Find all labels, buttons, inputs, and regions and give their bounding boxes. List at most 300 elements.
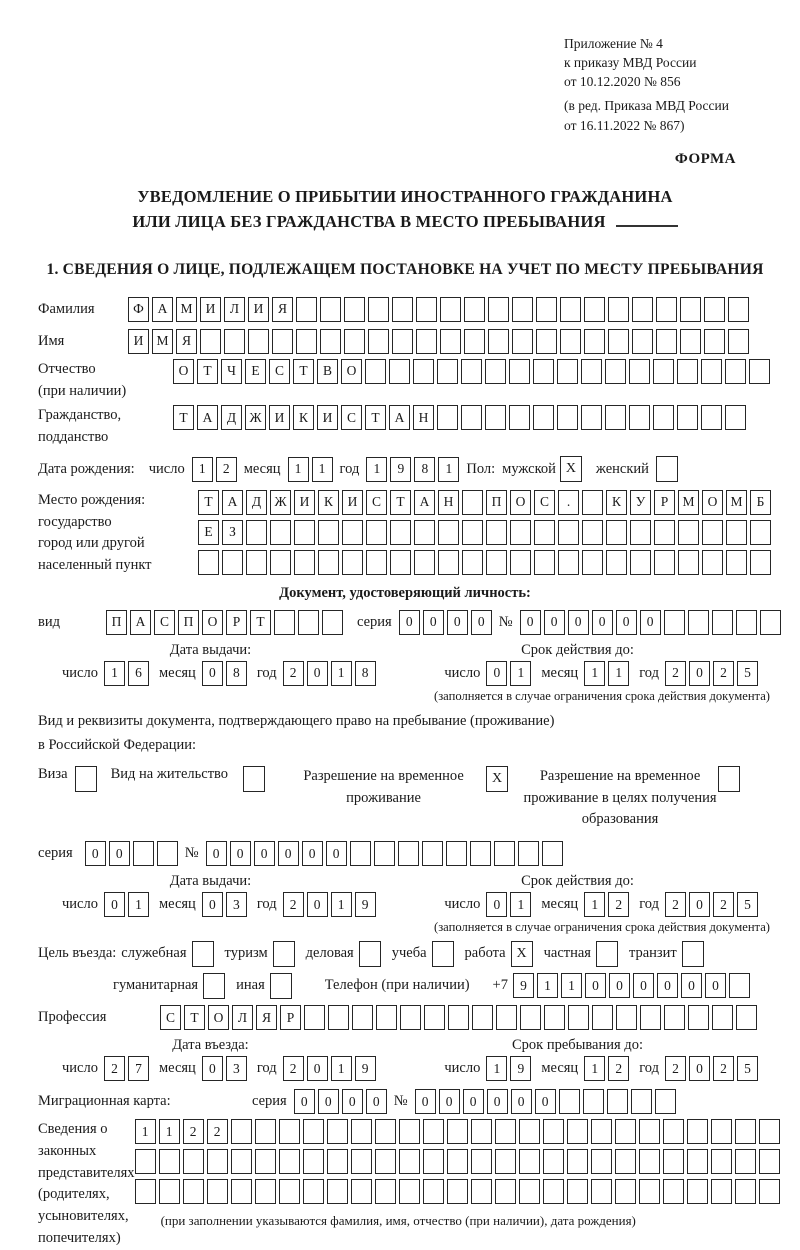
char-box[interactable] (605, 405, 626, 430)
char-box[interactable] (704, 297, 725, 322)
char-box[interactable] (702, 520, 723, 545)
char-box[interactable] (534, 550, 555, 575)
char-box[interactable] (296, 329, 317, 354)
char-box[interactable] (368, 297, 389, 322)
char-box[interactable] (759, 1179, 780, 1204)
char-box[interactable] (351, 1119, 372, 1144)
char-box[interactable]: 2 (283, 1056, 304, 1081)
char-box[interactable] (736, 610, 757, 635)
char-box[interactable] (440, 297, 461, 322)
char-box[interactable] (424, 1005, 445, 1030)
char-box[interactable]: В (317, 359, 338, 384)
char-box[interactable] (303, 1149, 324, 1174)
char-box[interactable] (159, 1149, 180, 1174)
char-box[interactable] (350, 841, 371, 866)
char-box[interactable]: А (152, 297, 173, 322)
char-box[interactable]: И (342, 490, 363, 515)
char-box[interactable]: 2 (713, 892, 734, 917)
char-box[interactable]: 1 (537, 973, 558, 998)
char-box[interactable]: А (389, 405, 410, 430)
char-box[interactable]: Р (654, 490, 675, 515)
char-box[interactable]: Н (413, 405, 434, 430)
char-box[interactable] (726, 550, 747, 575)
char-box[interactable]: 0 (633, 973, 654, 998)
char-box[interactable] (728, 297, 749, 322)
char-box[interactable] (557, 405, 578, 430)
char-box[interactable] (615, 1149, 636, 1174)
char-box[interactable]: 0 (689, 1056, 710, 1081)
char-box[interactable] (654, 520, 675, 545)
char-box[interactable] (608, 329, 629, 354)
char-box[interactable]: 0 (230, 841, 251, 866)
residence-permit-checkbox[interactable] (243, 766, 265, 792)
char-box[interactable] (543, 1149, 564, 1174)
char-box[interactable]: 1 (135, 1119, 156, 1144)
char-box[interactable] (485, 405, 506, 430)
char-box[interactable]: А (197, 405, 218, 430)
char-box[interactable] (509, 405, 530, 430)
char-box[interactable] (279, 1149, 300, 1174)
char-box[interactable]: М (176, 297, 197, 322)
char-box[interactable]: 0 (104, 892, 125, 917)
temp-residence-checkbox[interactable]: X (486, 766, 508, 792)
char-box[interactable]: 5 (737, 1056, 758, 1081)
char-box[interactable]: И (200, 297, 221, 322)
char-box[interactable] (270, 520, 291, 545)
char-box[interactable] (725, 405, 746, 430)
char-box[interactable]: Т (197, 359, 218, 384)
char-box[interactable]: 1 (438, 457, 459, 482)
char-box[interactable] (374, 841, 395, 866)
char-box[interactable] (327, 1179, 348, 1204)
char-box[interactable] (510, 520, 531, 545)
char-box[interactable] (448, 1005, 469, 1030)
char-box[interactable] (437, 359, 458, 384)
char-box[interactable] (327, 1119, 348, 1144)
char-box[interactable] (200, 329, 221, 354)
char-box[interactable]: 1 (510, 892, 531, 917)
char-box[interactable]: 0 (326, 841, 347, 866)
char-box[interactable] (320, 329, 341, 354)
char-box[interactable] (342, 550, 363, 575)
char-box[interactable] (581, 405, 602, 430)
char-box[interactable]: 2 (207, 1119, 228, 1144)
char-box[interactable]: Т (390, 490, 411, 515)
char-box[interactable] (567, 1179, 588, 1204)
char-box[interactable] (416, 297, 437, 322)
char-box[interactable] (486, 550, 507, 575)
char-box[interactable] (582, 550, 603, 575)
char-box[interactable]: 0 (307, 661, 328, 686)
char-box[interactable]: 0 (616, 610, 637, 635)
char-box[interactable] (735, 1179, 756, 1204)
char-box[interactable]: Б (750, 490, 771, 515)
char-box[interactable]: М (152, 329, 173, 354)
char-box[interactable] (471, 1179, 492, 1204)
char-box[interactable]: 9 (513, 973, 534, 998)
char-box[interactable] (536, 297, 557, 322)
char-box[interactable] (495, 1179, 516, 1204)
char-box[interactable]: М (726, 490, 747, 515)
char-box[interactable] (629, 405, 650, 430)
char-box[interactable]: 1 (312, 457, 333, 482)
char-box[interactable]: 0 (294, 1089, 315, 1114)
char-box[interactable] (557, 359, 578, 384)
char-box[interactable]: 0 (640, 610, 661, 635)
char-box[interactable] (224, 329, 245, 354)
char-box[interactable] (512, 329, 533, 354)
char-box[interactable] (365, 359, 386, 384)
char-box[interactable] (639, 1119, 660, 1144)
char-box[interactable] (279, 1179, 300, 1204)
char-box[interactable]: 0 (202, 661, 223, 686)
char-box[interactable]: 0 (423, 610, 444, 635)
purpose-private-checkbox[interactable] (596, 941, 618, 967)
char-box[interactable] (470, 841, 491, 866)
char-box[interactable]: 8 (226, 661, 247, 686)
char-box[interactable] (711, 1179, 732, 1204)
char-box[interactable]: 0 (544, 610, 565, 635)
char-box[interactable]: 0 (705, 973, 726, 998)
char-box[interactable]: О (173, 359, 194, 384)
char-box[interactable]: 1 (331, 1056, 352, 1081)
char-box[interactable] (729, 973, 750, 998)
char-box[interactable]: 0 (109, 841, 130, 866)
char-box[interactable] (510, 550, 531, 575)
char-box[interactable] (351, 1179, 372, 1204)
char-box[interactable] (471, 1149, 492, 1174)
char-box[interactable] (520, 1005, 541, 1030)
char-box[interactable] (630, 550, 651, 575)
char-box[interactable] (279, 1119, 300, 1144)
char-box[interactable] (558, 550, 579, 575)
char-box[interactable] (422, 841, 443, 866)
char-box[interactable]: П (178, 610, 199, 635)
char-box[interactable]: З (222, 520, 243, 545)
purpose-business-checkbox[interactable] (359, 941, 381, 967)
purpose-official-checkbox[interactable] (192, 941, 214, 967)
char-box[interactable]: 2 (183, 1119, 204, 1144)
char-box[interactable] (543, 1179, 564, 1204)
char-box[interactable] (222, 550, 243, 575)
char-box[interactable]: 1 (486, 1056, 507, 1081)
char-box[interactable] (342, 520, 363, 545)
char-box[interactable] (736, 1005, 757, 1030)
char-box[interactable] (322, 610, 343, 635)
char-box[interactable]: Ч (221, 359, 242, 384)
char-box[interactable] (653, 359, 674, 384)
char-box[interactable] (423, 1179, 444, 1204)
char-box[interactable] (582, 490, 603, 515)
char-box[interactable] (656, 329, 677, 354)
char-box[interactable]: Ж (245, 405, 266, 430)
char-box[interactable] (375, 1179, 396, 1204)
char-box[interactable] (680, 297, 701, 322)
char-box[interactable] (327, 1149, 348, 1174)
char-box[interactable]: С (534, 490, 555, 515)
char-box[interactable]: 1 (510, 661, 531, 686)
char-box[interactable] (560, 329, 581, 354)
char-box[interactable] (584, 329, 605, 354)
char-box[interactable] (389, 359, 410, 384)
char-box[interactable] (664, 610, 685, 635)
char-box[interactable] (559, 1089, 580, 1114)
char-box[interactable] (509, 359, 530, 384)
char-box[interactable] (728, 329, 749, 354)
char-box[interactable]: 0 (535, 1089, 556, 1114)
char-box[interactable] (272, 329, 293, 354)
char-box[interactable] (447, 1149, 468, 1174)
char-box[interactable]: 1 (331, 892, 352, 917)
male-checkbox[interactable]: X (560, 456, 582, 482)
char-box[interactable] (464, 329, 485, 354)
char-box[interactable] (639, 1149, 660, 1174)
char-box[interactable] (688, 610, 709, 635)
char-box[interactable]: 2 (283, 892, 304, 917)
char-box[interactable] (488, 329, 509, 354)
char-box[interactable]: 0 (511, 1089, 532, 1114)
char-box[interactable] (533, 359, 554, 384)
char-box[interactable]: 2 (665, 1056, 686, 1081)
char-box[interactable]: О (510, 490, 531, 515)
char-box[interactable] (631, 1089, 652, 1114)
char-box[interactable] (183, 1179, 204, 1204)
char-box[interactable]: 0 (415, 1089, 436, 1114)
char-box[interactable]: 0 (399, 610, 420, 635)
char-box[interactable] (294, 550, 315, 575)
char-box[interactable]: 9 (355, 892, 376, 917)
char-box[interactable]: 0 (585, 973, 606, 998)
char-box[interactable]: 8 (355, 661, 376, 686)
char-box[interactable] (701, 405, 722, 430)
char-box[interactable] (750, 520, 771, 545)
char-box[interactable] (462, 550, 483, 575)
char-box[interactable]: И (317, 405, 338, 430)
char-box[interactable] (615, 1179, 636, 1204)
char-box[interactable]: Ф (128, 297, 149, 322)
char-box[interactable]: К (293, 405, 314, 430)
char-box[interactable] (352, 1005, 373, 1030)
char-box[interactable]: 9 (390, 457, 411, 482)
char-box[interactable]: Е (198, 520, 219, 545)
char-box[interactable] (399, 1149, 420, 1174)
char-box[interactable] (678, 550, 699, 575)
char-box[interactable] (296, 297, 317, 322)
char-box[interactable] (351, 1149, 372, 1174)
char-box[interactable] (248, 329, 269, 354)
char-box[interactable] (183, 1149, 204, 1174)
char-box[interactable] (584, 297, 605, 322)
char-box[interactable] (629, 359, 650, 384)
char-box[interactable] (725, 359, 746, 384)
char-box[interactable]: О (341, 359, 362, 384)
char-box[interactable] (368, 329, 389, 354)
char-box[interactable] (270, 550, 291, 575)
char-box[interactable] (582, 520, 603, 545)
char-box[interactable] (423, 1149, 444, 1174)
char-box[interactable]: 1 (608, 661, 629, 686)
char-box[interactable] (615, 1119, 636, 1144)
char-box[interactable]: 2 (713, 661, 734, 686)
char-box[interactable] (639, 1179, 660, 1204)
char-box[interactable]: Н (438, 490, 459, 515)
char-box[interactable] (607, 1089, 628, 1114)
char-box[interactable]: 0 (657, 973, 678, 998)
char-box[interactable] (303, 1179, 324, 1204)
char-box[interactable] (519, 1179, 540, 1204)
char-box[interactable] (567, 1149, 588, 1174)
char-box[interactable] (711, 1149, 732, 1174)
char-box[interactable] (390, 520, 411, 545)
char-box[interactable] (518, 841, 539, 866)
char-box[interactable] (606, 520, 627, 545)
char-box[interactable] (519, 1119, 540, 1144)
char-box[interactable]: Я (176, 329, 197, 354)
char-box[interactable] (440, 329, 461, 354)
char-box[interactable] (494, 841, 515, 866)
char-box[interactable]: 2 (283, 661, 304, 686)
char-box[interactable]: 1 (128, 892, 149, 917)
char-box[interactable]: О (208, 1005, 229, 1030)
char-box[interactable]: 2 (608, 1056, 629, 1081)
char-box[interactable] (759, 1149, 780, 1174)
temp-residence-education-checkbox[interactable] (718, 766, 740, 792)
char-box[interactable]: Р (226, 610, 247, 635)
char-box[interactable]: 2 (608, 892, 629, 917)
char-box[interactable] (687, 1179, 708, 1204)
char-box[interactable]: С (341, 405, 362, 430)
char-box[interactable] (678, 520, 699, 545)
char-box[interactable] (632, 329, 653, 354)
char-box[interactable]: С (154, 610, 175, 635)
char-box[interactable] (654, 550, 675, 575)
char-box[interactable] (471, 1119, 492, 1144)
char-box[interactable] (581, 359, 602, 384)
char-box[interactable] (568, 1005, 589, 1030)
char-box[interactable] (255, 1149, 276, 1174)
char-box[interactable] (375, 1119, 396, 1144)
char-box[interactable]: 0 (568, 610, 589, 635)
char-box[interactable] (328, 1005, 349, 1030)
char-box[interactable] (704, 329, 725, 354)
char-box[interactable] (488, 297, 509, 322)
char-box[interactable] (558, 520, 579, 545)
char-box[interactable] (687, 1119, 708, 1144)
char-box[interactable]: . (558, 490, 579, 515)
char-box[interactable] (304, 1005, 325, 1030)
char-box[interactable]: 0 (342, 1089, 363, 1114)
char-box[interactable] (375, 1149, 396, 1174)
char-box[interactable] (680, 329, 701, 354)
char-box[interactable]: С (269, 359, 290, 384)
char-box[interactable] (294, 520, 315, 545)
char-box[interactable]: 0 (487, 1089, 508, 1114)
char-box[interactable] (416, 329, 437, 354)
char-box[interactable] (462, 490, 483, 515)
char-box[interactable]: 0 (307, 892, 328, 917)
char-box[interactable] (231, 1179, 252, 1204)
purpose-transit-checkbox[interactable] (682, 941, 704, 967)
female-checkbox[interactable] (656, 456, 678, 482)
char-box[interactable]: А (130, 610, 151, 635)
char-box[interactable] (512, 297, 533, 322)
char-box[interactable] (712, 1005, 733, 1030)
char-box[interactable]: 5 (737, 661, 758, 686)
char-box[interactable]: 1 (584, 661, 605, 686)
char-box[interactable] (677, 405, 698, 430)
char-box[interactable] (344, 297, 365, 322)
char-box[interactable] (536, 329, 557, 354)
char-box[interactable]: 0 (592, 610, 613, 635)
char-box[interactable] (653, 405, 674, 430)
char-box[interactable] (135, 1149, 156, 1174)
char-box[interactable] (630, 520, 651, 545)
char-box[interactable] (677, 359, 698, 384)
char-box[interactable] (543, 1119, 564, 1144)
char-box[interactable] (472, 1005, 493, 1030)
char-box[interactable]: 0 (609, 973, 630, 998)
char-box[interactable] (366, 550, 387, 575)
char-box[interactable] (376, 1005, 397, 1030)
char-box[interactable] (605, 359, 626, 384)
char-box[interactable] (298, 610, 319, 635)
char-box[interactable] (414, 550, 435, 575)
char-box[interactable] (735, 1149, 756, 1174)
char-box[interactable] (159, 1179, 180, 1204)
char-box[interactable]: Д (246, 490, 267, 515)
char-box[interactable] (533, 405, 554, 430)
char-box[interactable] (519, 1149, 540, 1174)
char-box[interactable]: Т (173, 405, 194, 430)
char-box[interactable] (437, 405, 458, 430)
char-box[interactable]: П (486, 490, 507, 515)
char-box[interactable] (157, 841, 178, 866)
char-box[interactable] (616, 1005, 637, 1030)
char-box[interactable] (255, 1119, 276, 1144)
char-box[interactable]: 0 (486, 661, 507, 686)
char-box[interactable]: 7 (128, 1056, 149, 1081)
char-box[interactable]: 0 (206, 841, 227, 866)
char-box[interactable]: 0 (520, 610, 541, 635)
char-box[interactable] (592, 1005, 613, 1030)
char-box[interactable]: И (294, 490, 315, 515)
char-box[interactable] (366, 520, 387, 545)
char-box[interactable]: 1 (288, 457, 309, 482)
char-box[interactable] (583, 1089, 604, 1114)
char-box[interactable]: 2 (104, 1056, 125, 1081)
char-box[interactable]: 0 (689, 661, 710, 686)
char-box[interactable] (398, 841, 419, 866)
char-box[interactable]: Т (250, 610, 271, 635)
char-box[interactable] (231, 1119, 252, 1144)
char-box[interactable] (567, 1119, 588, 1144)
char-box[interactable] (399, 1179, 420, 1204)
char-box[interactable]: 0 (202, 1056, 223, 1081)
char-box[interactable]: 2 (713, 1056, 734, 1081)
char-box[interactable]: К (318, 490, 339, 515)
char-box[interactable] (726, 520, 747, 545)
char-box[interactable]: О (202, 610, 223, 635)
char-box[interactable]: 0 (486, 892, 507, 917)
char-box[interactable] (464, 297, 485, 322)
char-box[interactable]: 0 (447, 610, 468, 635)
char-box[interactable]: Т (184, 1005, 205, 1030)
char-box[interactable]: 9 (510, 1056, 531, 1081)
char-box[interactable]: П (106, 610, 127, 635)
char-box[interactable]: 2 (216, 457, 237, 482)
char-box[interactable]: 0 (366, 1089, 387, 1114)
char-box[interactable]: Я (272, 297, 293, 322)
